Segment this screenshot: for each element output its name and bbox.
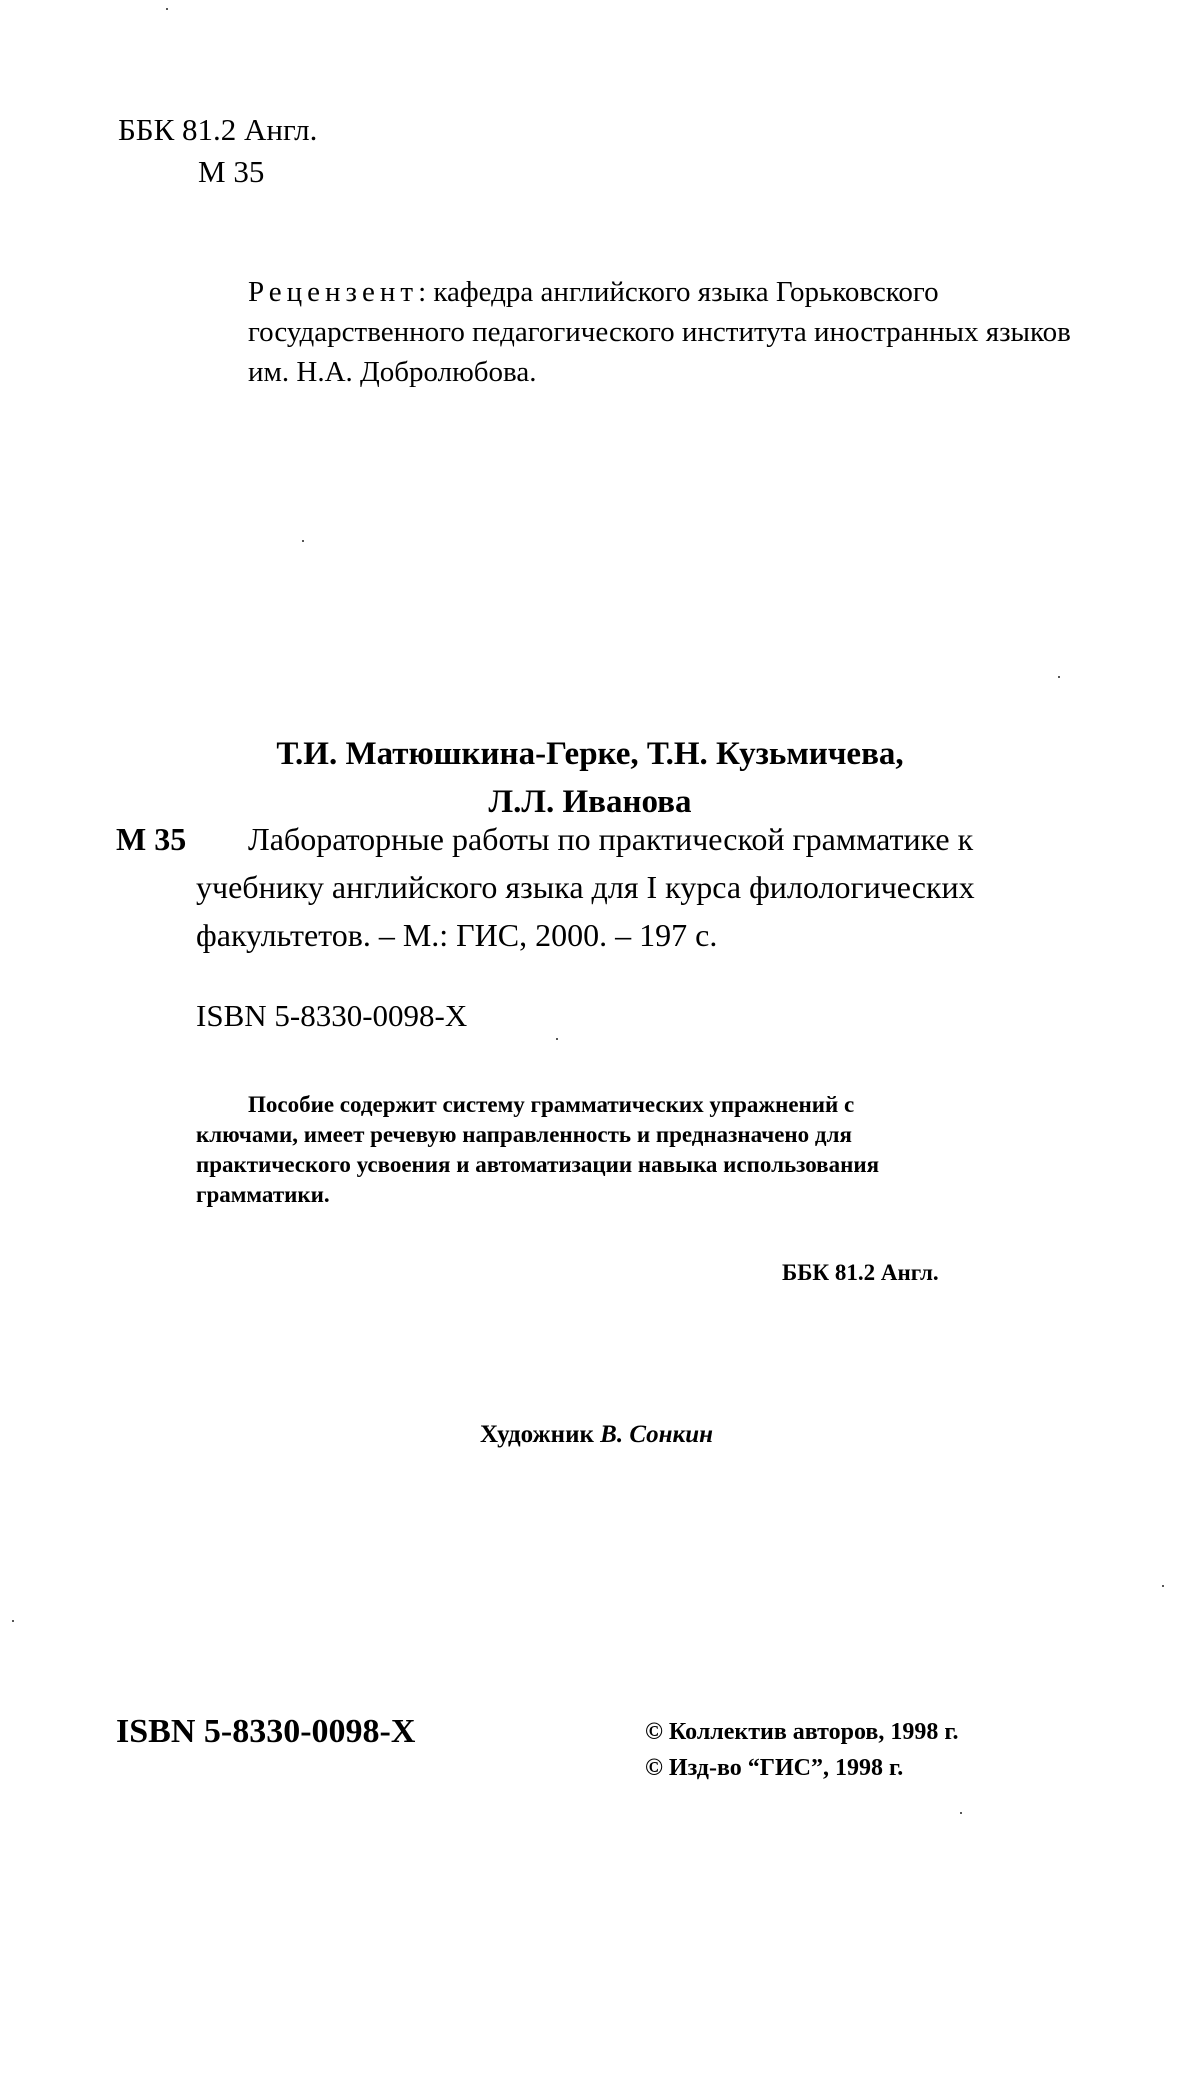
reviewer-block: [248, 272, 1108, 392]
isbn-line: ISBN 5-8330-0098-X: [196, 998, 468, 1033]
book-title-line-1: Лабораторные работы по практической грамматике к: [248, 821, 974, 857]
book-title-block: [196, 815, 1116, 959]
scan-speck: [556, 1038, 558, 1040]
scan-speck: [166, 8, 168, 10]
authors-block: [120, 730, 1060, 826]
isbn-footer: ISBN 5-8330-0098-X: [116, 1713, 416, 1750]
abstract-block: [196, 1090, 1036, 1210]
abstract-line-1: Пособие содержит систему грамматических упражнений с: [248, 1092, 855, 1117]
catalog-code: М 35: [116, 821, 187, 857]
artist-credit: [480, 1418, 713, 1452]
copyright-authors: © Коллектив авторов, 1998 г.: [645, 1719, 959, 1745]
scan-speck: [302, 540, 304, 542]
abstract-line-2: ключами, имеет речевую направленность и предназначено для: [196, 1122, 852, 1147]
bbk-classification-bottom: ББК 81.2 Англ.: [782, 1260, 939, 1285]
scan-speck: [1058, 676, 1060, 678]
bbk-classification: ББК 81.2 Англ.: [118, 112, 318, 147]
authors-line-1: Т.И. Матюшкина-Герке, Т.Н. Кузьмичева,: [276, 736, 904, 772]
abstract-line-3: практического усвоения и автоматизации навыка использования: [196, 1152, 880, 1177]
book-title-line-2: учебнику английского языка для I курса филологических: [196, 869, 975, 905]
author-code: М 35: [198, 154, 265, 189]
reviewer-label: Рецензент: [248, 276, 419, 308]
abstract-line-4: грамматики.: [196, 1182, 330, 1207]
reviewer-text: : кафедра английского языка Горьковского государственного педагогического института иностранных языков им. Н.А. Добролюбова.: [248, 276, 1071, 388]
book-title-line-3: факультетов. – М.: ГИС, 2000. – 197 с.: [196, 917, 718, 953]
authors-line-2: Л.Л. Иванова: [488, 784, 692, 820]
scan-speck: [1162, 1585, 1164, 1587]
copyright-publisher: © Изд-во “ГИС”, 1998 г.: [645, 1755, 904, 1781]
scan-speck: [960, 1812, 962, 1814]
scan-speck: [12, 1620, 14, 1622]
artist-name: В. Сонкин: [600, 1421, 714, 1448]
artist-label: Художник: [480, 1421, 594, 1448]
copyright-block: [645, 1714, 959, 1786]
